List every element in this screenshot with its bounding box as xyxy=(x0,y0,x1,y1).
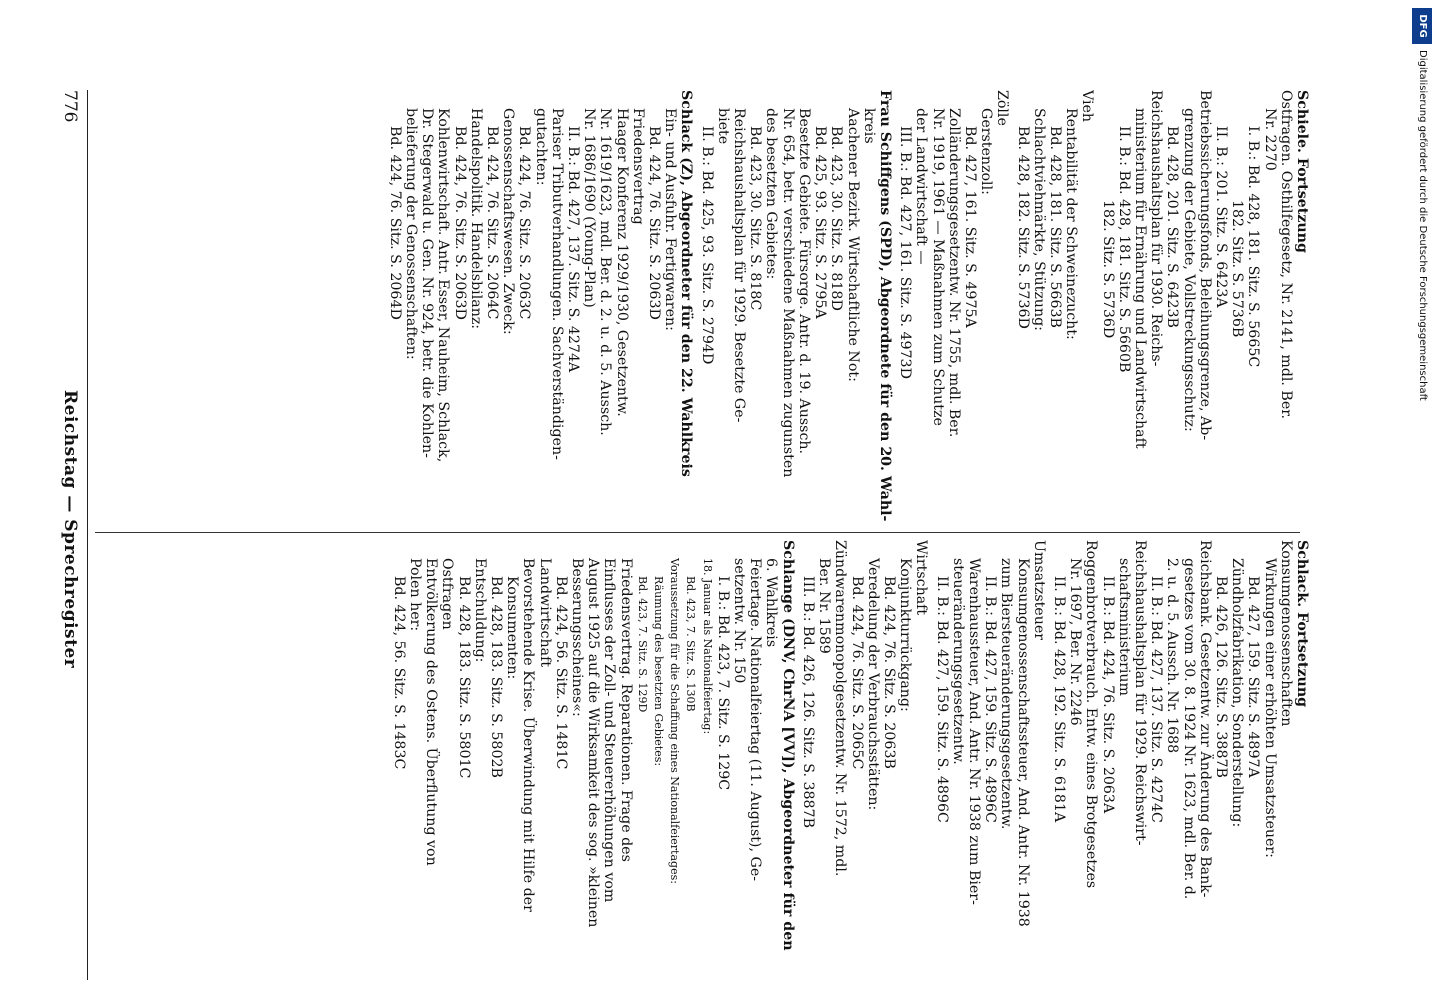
entry-line: Bd. 424, 76. Sitz. S. 2064D xyxy=(386,126,403,320)
entry-line: Polen her: xyxy=(407,558,424,632)
entry-heading: Schlack (Z), Abgeordneter für den 22. Wahlkreis xyxy=(678,90,695,477)
entry-line: II. B.: Bd. 424, 76. Sitz. S. 2063A xyxy=(1099,576,1116,814)
entry-line: Bd. 424, 76. Sitz. S. 2064C xyxy=(484,126,501,320)
column-separator xyxy=(95,532,1300,533)
entry-line: III. B.: Bd. 426, 126. Sitz. S. 3887B xyxy=(799,576,816,829)
entry-line: Nr. 1919, 1961 — Maßnahmen zum Schutze xyxy=(929,108,946,426)
entry-line: Bd. 428, 201. Sitz. S. 6423B xyxy=(1164,126,1181,328)
entry-line: biete xyxy=(714,108,731,145)
entry-line: Bd. 426, 126. Sitz. S. 3887B xyxy=(1212,576,1229,778)
entry-line: Bd. 425, 93. Sitz. S. 2795A xyxy=(812,126,829,319)
entry-line: II. B.: Bd. 428, 181. Sitz. S. 5660B xyxy=(1115,126,1132,373)
entry-line: der Landwirtschaft — xyxy=(913,108,930,265)
entry-line: Räumung des besetzten Gebietes: xyxy=(652,576,666,767)
entry-line: Zündholzfabrikation, Sonderstellung: xyxy=(1229,558,1246,828)
page-header xyxy=(50,90,80,980)
entry-line: Warenhaussteuer, And. Antr. Nr. 1938 zum Bier- xyxy=(965,558,982,905)
entry-line: Bd. 428, 183. Sitz. S. 5802B xyxy=(488,576,505,778)
entry-line: ministerium für Ernährung und Landwirtschaft xyxy=(1131,108,1148,449)
entry-line: Bd. 424, 76. Sitz. S. 2063C xyxy=(516,126,533,320)
entry-line: Bd. 424, 56. Sitz. S. 1483C xyxy=(390,576,407,770)
entry-line: Dr. Stegerwald u. Gen. Nr. 924, betr. die Kohlen- xyxy=(419,108,436,458)
entry-line: setzentw. Nr. 150 xyxy=(731,558,748,684)
entry-line: Genossenschaftswesen. Zweck: xyxy=(500,108,517,335)
dfg-logo: DFG xyxy=(1412,8,1432,44)
entry-line: Bd. 423, 7. Sitz. S. 130B xyxy=(684,576,698,712)
entry-heading: Schiele. Fortsetzung xyxy=(1294,90,1310,253)
register-page xyxy=(40,0,1320,1000)
entry-line: Bd. 424, 76. Sitz. S. 2063B xyxy=(880,576,897,769)
right-column xyxy=(90,540,1310,980)
page-title: Reichstag — Sprechregister xyxy=(60,390,80,669)
entry-line: Nr. 1686/1690 (Young-Plan) xyxy=(581,108,598,308)
entry-heading: Frau Schiffgens (SPD), Abgeordnete für den 20. Wahl- xyxy=(876,90,893,522)
entry-line: Landwirtschaft xyxy=(536,558,553,668)
entry-line: Friedensvertrag xyxy=(629,108,646,225)
entry-line: Zolländerungsgesetzentw. Nr. 1755, mdl. Ber. xyxy=(945,108,962,438)
entry-line: Bd. 424, 56. Sitz. S. 1481C xyxy=(552,576,569,770)
entry-line: Konsumgenossenschaften xyxy=(1277,540,1294,727)
entry-line: gutachten: xyxy=(532,108,549,186)
entry-line: Bd. 423, 7. Sitz. S. 129D xyxy=(635,576,649,713)
entry-line: II. B.: Bd. 428, 192. Sitz. S. 6181A xyxy=(1050,576,1067,823)
entry-line: III. B.: Bd. 427, 161. Sitz. S. 4973D xyxy=(897,126,914,379)
entry-line: Reichshaushaltsplan für 1929. Reichswirt- xyxy=(1131,540,1148,846)
entry-line: Entvölkerung des Ostens. Überflutung von xyxy=(423,558,440,866)
entry-line: II. B.: Bd. 425, 93. Sitz. S. 2794D xyxy=(698,126,715,365)
entry-line: Bd. 423, 30. Sitz. S. 818C xyxy=(747,126,764,311)
entry-line: Kohlenwirtschaft. Antr. Esser, Nauheim, Schlack, xyxy=(435,108,452,463)
entry-line: Einflusses der Zoll- und Steuererhöhungen vom xyxy=(601,558,618,903)
entry-line: I. B.: Bd. 423, 7. Sitz. S. 129C xyxy=(714,576,731,791)
entry-line: Nr. 1619/1623, mdl. Ber. d. 2. u. d. 5. Aussch. xyxy=(597,108,614,436)
entry-line: Friedensvertrag. Reparationen. Frage des xyxy=(617,558,634,862)
entry-line: schaftsministerium xyxy=(1115,558,1132,697)
entry-line: Besetzte Gebiete. Fürsorge. Antr. d. 19. Aussch. xyxy=(795,108,812,455)
entry-line: Zölle xyxy=(994,90,1011,126)
entry-line: Pariser Tributverhandlungen. Sachverständigen- xyxy=(548,108,565,460)
entry-line: Ostfragen. Osthilfegesetz, Nr. 2141, mdl. Ber. xyxy=(1277,90,1294,419)
entry-line: Feiertage. Nationalfeiertag (11. August), Ge- xyxy=(747,558,764,882)
entry-line: steueränderungsgesetzentw. xyxy=(949,558,966,765)
entry-line: Veredelung der Verbrauchsstätten: xyxy=(864,558,881,811)
entry-line: Nr. 1697, Ber. Nr. 2246 xyxy=(1067,558,1084,726)
entry-line: Nr. 2270 xyxy=(1261,108,1278,171)
entry-line: Konjunkturrückgang: xyxy=(897,558,914,712)
entry-line: Roggenbrotverbrauch. Entw. eines Brotgesetzes xyxy=(1083,540,1100,889)
entry-line: Ber. Nr. 1589 xyxy=(816,558,833,654)
entry-line: Betriebssicherungsfonds, Beleihungsgrenze, Ab- xyxy=(1196,90,1213,441)
entry-line: des besetzten Gebietes: xyxy=(763,108,780,280)
entry-line: Reichshaushaltsplan für 1929. Besetzte Ge- xyxy=(731,108,748,423)
entry-line: Bevorstehende Krise. Überwindung mit Hilfe der xyxy=(520,558,537,912)
entry-line: II. B.: Bd. 427, 137. Sitz. S. 4274C xyxy=(1148,576,1165,823)
entry-line: 18. Januar als Nationalfeiertag: xyxy=(700,558,714,735)
entry-line: I. B.: Bd. 428, 181. Sitz. S. 5665C xyxy=(1245,126,1262,368)
entry-line: Haager Konferenz 1929/1930, Gesetzentw. xyxy=(613,108,630,417)
entry-line: II. B.: Bd. 427, 159. Sitz. S. 4896C xyxy=(982,576,999,823)
entry-line: Bd. 427, 159. Sitz. S. 4897A xyxy=(1245,576,1262,778)
entry-line: II. B.: Bd. 427, 159. Sitz. S. 4896C xyxy=(933,576,950,823)
entry-line: Zündwarenmonopolgesetzentw. Nr. 1572, mdl. xyxy=(832,540,849,877)
entry-line: Handelspolitik. Handelsbilanz: xyxy=(467,108,484,330)
entry-line: Ostfragen xyxy=(439,558,456,630)
entry-line: Aachener Bezirk. Wirtschaftliche Not: xyxy=(844,108,861,382)
digitization-credit: Digitalisierung gefördert durch die Deutsche Forschungsgemeinschaft xyxy=(1417,50,1428,401)
page-number: 776 xyxy=(60,90,80,123)
entry-line: Bd. 427, 161. Sitz. S. 4975A xyxy=(961,126,978,328)
entry-line: Voraussetzung für die Schaffung eines Nationalfeiertages: xyxy=(668,558,682,884)
entry-line: Rentabilität der Schweinezucht: xyxy=(1063,108,1080,340)
entry-line: kreis xyxy=(860,108,877,144)
entry-heading: Schlack. Fortsetzung xyxy=(1294,540,1310,708)
entry-line: zum Biersteueränderungsgesetzentw. xyxy=(998,558,1015,830)
entry-line: Ein- und Ausfuhr. Fertigwaren: xyxy=(662,108,679,331)
entry-line: Gerstenzoll: xyxy=(978,108,995,195)
entry-line: 182. Sitz. S. 5736B xyxy=(1229,200,1246,338)
entry-line: II. B.: Bd. 427, 137. Sitz. S. 4274A xyxy=(565,126,582,373)
header-rule xyxy=(87,90,88,980)
entry-line: Entschuldung: xyxy=(471,558,488,663)
entry-line: Bd. 424, 76. Sitz. S. 2065C xyxy=(848,576,865,770)
entry-line: Wirkungen einer erhöhten Umsatzsteuer: xyxy=(1261,558,1278,858)
entry-line: Bd. 428, 182. Sitz. S. 5736D xyxy=(1014,126,1031,329)
entry-line: Wirtschaft xyxy=(913,540,930,616)
left-column xyxy=(90,90,1310,530)
entry-heading: Schlange (DNV, ChrNA [VV]), Abgeordneter für den xyxy=(779,540,796,951)
entry-line: Bd. 428, 183. Sitz. S. 5801C xyxy=(455,576,472,779)
entry-line: Umsatzsteuer xyxy=(1030,540,1047,641)
entry-line: August 1925 auf die Wirksamkeit des sog. »kleinen xyxy=(585,558,602,928)
entry-line: 6. Wahlkreis xyxy=(763,558,780,648)
entry-line: gesetzes vom 30. 8. 1924 Nr. 1623, mdl. Ber. d. xyxy=(1180,558,1197,900)
entry-line: 182. Sitz. S. 5736D xyxy=(1099,200,1116,339)
entry-line: Bd. 423, 30. Sitz. S. 818D xyxy=(828,126,845,311)
entry-line: Reichsbank. Gesetzentw. zur Änderung des Bank- xyxy=(1196,540,1213,898)
entry-line: grenzung der Gebiete, Vollstreckungsschutz: xyxy=(1180,108,1197,432)
entry-line: Besserungsscheines«: xyxy=(569,558,586,717)
entry-line: Bd. 424, 76. Sitz. S. 2063D xyxy=(646,126,663,320)
entry-line: belieferung der Genossenschaften: xyxy=(403,108,420,360)
entry-line: Nr. 654, betr. verschiedene Maßnahmen zugunsten xyxy=(779,108,796,478)
entry-line: Konsumenten: xyxy=(504,576,521,680)
entry-line: Konsumgenossenschaftssteuer, And. Antr. Nr. 1938 xyxy=(1014,558,1031,927)
entry-line: Bd. 428, 181. Sitz. S. 5663B xyxy=(1046,126,1063,328)
digitization-credit-strip xyxy=(1412,8,1432,993)
entry-line: II. B.: 201. Sitz. S. 6423A xyxy=(1212,126,1229,308)
entry-line: Vieh xyxy=(1079,90,1096,123)
entry-line: Bd. 424, 76. Sitz. S. 2063D xyxy=(451,126,468,320)
entry-line: Schlachtviehmärkte, Stützung: xyxy=(1030,108,1047,331)
entry-line: 2. u. d. 5. Aussch. Nr. 1688 xyxy=(1164,558,1181,754)
entry-line: Reichshaushaltsplan für 1930. Reichs- xyxy=(1148,90,1165,367)
